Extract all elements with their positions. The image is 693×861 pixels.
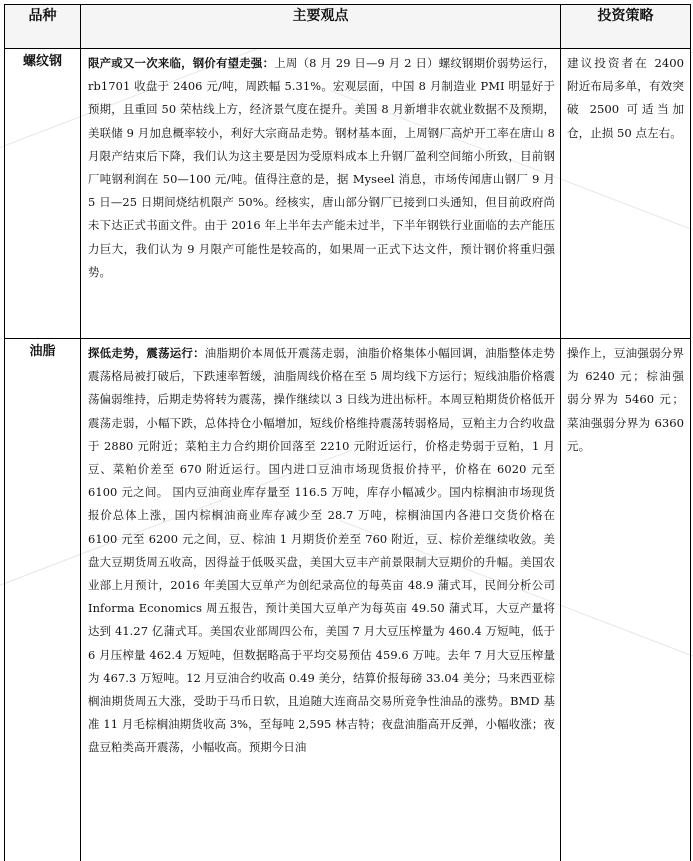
table-row <box>5 49 691 339</box>
view-body: 油脂期价本周低开震荡走弱，油脂价格集体小幅回调，油脂整体走势震荡格局被打破后，下跌速率暂缓，油脂周线价格在至 5 周均线下方运行；短线油脂价格震荡偏弱维持，后期走势将转为震荡，操作继续以 3 日线为进出标杆。本周豆粕期货价格低开震荡走弱，小幅下跌，总体持仓小幅增加，短线价格维持震荡转弱格局，豆粕主力合约收盘于 2880 元附近；菜粕主力合约期价回落至 2210 元附近运行，价格走势弱于豆粕，1 月豆、菜粕价差至 670 附近运行。国内进口豆油市场现货报价持平，价格在 6020 元至 6100 元之间。 国内豆油商业库存量至 116.5 万吨，库存小幅减少。国内棕榈油市场现货报价总体上涨，国内棕榈油商业库存减少至 28.7 万吨，棕榈油国内各港口交货价格在 6100 元至 6200 元之间，豆、棕油 1 月期货价差至 760 附近，豆、棕价差继续收敛。美盘大豆期货周五收高，因得益于低吸买盘，美国大豆丰产前景限制大豆期价的升幅。美国农业部上月预计，2016 年美国大豆单产为创纪录高位的每英亩 48.9 蒲式耳，民间分析公司 Informa Economics 周五报告，预计美国大豆单产为每英亩 49.50 蒲式耳，大豆产量将达到 41.27 亿蒲式耳。美国农业部周四公布，美国 7 月大豆压榨量为 460.4 万短吨，低于 6 月压榨量 462.4 万短吨，但数据略高于平均交易预估 459.6 万吨。去年 7 月大豆压榨量为 467.3 万短吨。12 月豆油合约收高 0.49 美分，结算价报每磅 33.04 美分；马来西亚棕榈油期货周五大涨，受助于马币日软，且追随大连商品交易所竞争性油品的涨势。BMD 基准 11 月毛棕榈油期货收高 3%，至每吨 2,595 林吉特；夜盘油脂高开反弹，小幅收涨；夜盘豆粕类高开震荡，小幅收高。预期今日油 <box>88 346 555 755</box>
strategy-cell: 建议投资者在 2400 附近布局多单，有效突破 2500 可适当加仓，止损 50 点左右。 <box>561 49 691 339</box>
strategy-table <box>4 4 691 861</box>
main-view-cell <box>81 339 561 861</box>
header-kind: 品种 <box>5 5 81 49</box>
kind-cell: 螺纹钢 <box>5 49 81 339</box>
header-main-view: 主要观点 <box>81 5 561 49</box>
table-header-row <box>5 5 691 49</box>
table-row <box>5 339 691 861</box>
view-headline: 限产或又一次来临，钢价有望走强： <box>88 56 275 70</box>
view-headline: 探低走势，震荡运行： <box>88 346 205 360</box>
view-body: 上周（8 月 29 日—9 月 2 日）螺纹钢期价弱势运行，rb1701 收盘于 2406 元/吨，周跌幅 5.31%。宏观层面，中国 8 月制造业 PMI 明显好于预期，且重回 50 荣枯线上方，经济景气度在提升。美国 8 月新增非农就业数据不及预期，美联储 9 月加息概率较小，利好大宗商品走势。钢材基本面，上周钢厂高炉开工率在唐山 8 月限产结束后下降，我们认为这主要是因为受原料成本上升钢厂盈利空间缩小所致，目前钢厂吨钢利润在 50—100 元/吨。值得注意的是，据 Myseel 消息，市场传闻唐山钢厂 9 月 5 日—25 日期间烧结机限产 50%。经核实，唐山部分钢厂已接到口头通知，但目前政府尚未下达正式书面文件。由于 2016 年上半年去产能未过半，下半年钢铁行业面临的去产能压力巨大，我们认为 9 月限产可能性是较高的，如果周一正式下达文件，预计钢价将重归强势。 <box>88 56 555 279</box>
kind-cell: 油脂 <box>5 339 81 861</box>
main-view-cell <box>81 49 561 339</box>
header-strategy: 投资策略 <box>561 5 691 49</box>
strategy-cell: 操作上，豆油强弱分界为 6240 元；棕油强弱分界为 5460 元；菜油强弱分界为 6360 元。 <box>561 339 691 861</box>
